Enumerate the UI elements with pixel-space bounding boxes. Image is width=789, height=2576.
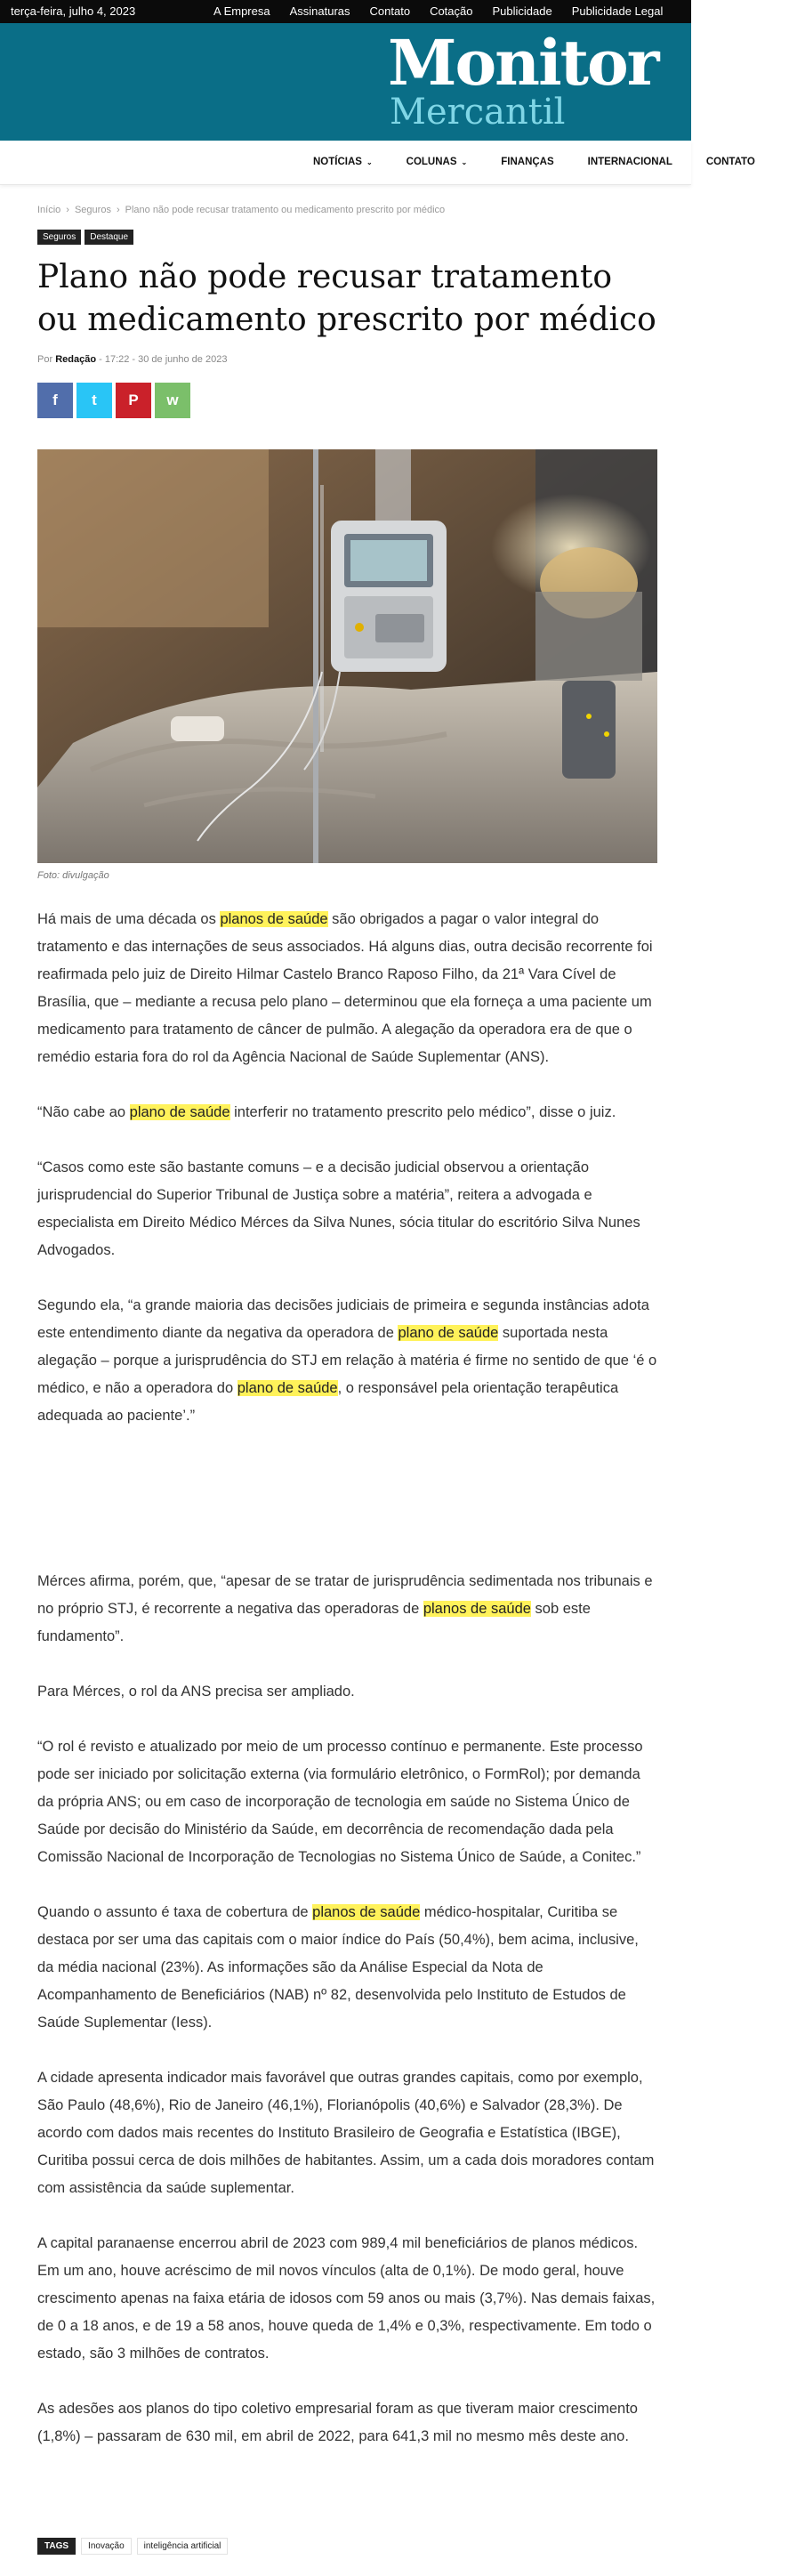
paragraph-text: , o responsável pela orientação terapêutica adequada ao paciente’.” <box>37 1380 619 1424</box>
site-logo-subtitle[interactable]: Mercantil <box>390 92 566 133</box>
paragraph-9: A cidade apresenta indicador mais favorável que outras grandes capitais, como por exemplo, São Paulo (48,6%), Rio de Janeiro (46,1%), Florianópolis (40,6%) e Salvador (28,3%). De acordo com dados mais recentes do Instituto Brasileiro de Geografia e Estatística (IBGE), Curitiba possui cerca de dois milhões de habitantes. Assim, um a cada dois moradores contam com assistência da saúde suplementar. <box>37 2070 655 2196</box>
byline-prefix: Por <box>37 354 53 365</box>
nav-item-colunas[interactable] <box>407 157 468 167</box>
paragraph-6: Para Mérces, o rol da ANS precisa ser ampliado. <box>37 1684 355 1700</box>
paragraph-7: “O rol é revisto e atualizado por meio de um processo contínuo e permanente. Este processo pode ser iniciado por solicitação externa (via formulário eletrônico, o FormRol); por demanda da própria ANS; ou em caso de incorporação de tecnologia em saúde no Sistema Único de Saúde por decisão do Ministério da Saúde, em decorrência de recomendação dada pela Comissão Nacional de Incorporação de Tecnologias no Sistema Único de Saúde, a Conitec.” <box>37 1739 643 1865</box>
twitter-share-button[interactable] <box>76 383 112 418</box>
breadcrumb-current: Plano não pode recusar tratamento ou medicamento prescrito por médico <box>125 205 446 215</box>
nav-item-label: NOTÍCIAS <box>313 157 362 167</box>
twitter-icon: t <box>92 392 97 408</box>
pinterest-share-button[interactable] <box>116 383 151 418</box>
paragraph-1 <box>37 906 657 1071</box>
paragraph-10: A capital paranaense encerrou abril de 2023 com 989,4 mil beneficiários de planos médicos. Em um ano, houve acréscimo de mil novos vínculos (alta de 0,1%). De modo geral, houve crescimento apenas na faixa etária de idosos com 59 anos ou mais (3,7%). Nas demais faixas, de 0 a 18 anos, e de 19 a 58 anos, houve queda de 1,4% e 0,3%, respectivamente. Em todo o estado, são 3 milhões de contratos. <box>37 2235 656 2362</box>
nav-item-label: FINANÇAS <box>501 157 554 167</box>
category-labels <box>37 230 133 245</box>
paragraph-text: sob este fundamento”. <box>37 1601 591 1644</box>
keyword-link[interactable]: planos de saúde <box>312 1904 421 1920</box>
paragraph-11: As adesões aos planos do tipo coletivo empresarial foram as que tiveram maior crescimento (1,8%) – passaram de 630 mil, em abril de 2022, para 641,3 mil no mesmo mês deste ano. <box>37 2401 638 2444</box>
paragraph-text: suportada nesta alegação – porque a jurisprudência do STJ em relação à matéria é firme no sentido de que ‘é o médico, e não a operadora do <box>37 1325 657 1396</box>
nav-item-label: INTERNACIONAL <box>587 157 672 167</box>
article-title: Plano não pode recusar tratamento ou medicamento prescrito por médico <box>37 259 656 338</box>
article-body <box>37 906 657 2478</box>
keyword-link[interactable]: plano de saúde <box>129 1104 230 1120</box>
breadcrumb <box>37 205 445 215</box>
paragraph-text: Mérces afirma, porém, que, “apesar de se tratar de jurisprudência sedimentada nos tribunais e no próprio STJ, é recorrente a negativa das operadoras de <box>37 1573 653 1617</box>
share-buttons <box>37 383 190 418</box>
paragraph-text: Há mais de uma década os <box>37 911 221 927</box>
breadcrumb-separator: › <box>116 205 120 215</box>
facebook-icon: f <box>52 392 58 408</box>
top-link-contato[interactable]: Contato <box>369 4 411 18</box>
hospital-photo-illustration <box>37 449 657 863</box>
paragraph-8 <box>37 1899 657 2037</box>
featured-image <box>37 449 657 863</box>
nav-item-label: CONTATO <box>705 157 755 167</box>
top-link-assinaturas[interactable]: Assinaturas <box>289 4 350 18</box>
paragraph-text: “Não cabe ao <box>37 1104 130 1120</box>
ad-spacer <box>37 1458 657 1568</box>
tags-label: TAGS <box>37 2538 76 2555</box>
category-seguros[interactable]: Seguros <box>37 230 81 245</box>
tag-inteligencia-artificial[interactable]: inteligência artificial <box>137 2538 229 2555</box>
top-link-empresa[interactable]: A Empresa <box>213 4 270 18</box>
keyword-link[interactable]: plano de saúde <box>237 1380 338 1396</box>
breadcrumb-separator: › <box>66 205 69 215</box>
author-name[interactable]: Redação <box>55 354 97 365</box>
paragraph-text: Quando o assunto é taxa de cobertura de <box>37 1904 313 1920</box>
paragraph-4 <box>37 1292 657 1430</box>
breadcrumb-home[interactable]: Início <box>37 205 61 215</box>
keyword-link[interactable]: plano de saúde <box>398 1325 499 1341</box>
paragraph-5 <box>37 1568 657 1651</box>
tag-list <box>37 2538 228 2555</box>
main-nav <box>0 141 755 185</box>
byline <box>37 354 227 365</box>
paragraph-text: Segundo ela, “a grande maioria das decisões judiciais de primeira e segunda instâncias adota este entendimento diante da negativa da operadora de <box>37 1297 649 1341</box>
publish-date: - 17:22 - 30 de junho de 2023 <box>99 354 228 365</box>
breadcrumb-category[interactable]: Seguros <box>74 205 111 215</box>
tag-inovacao[interactable]: Inovação <box>81 2538 132 2555</box>
nav-item-financas[interactable] <box>501 157 553 167</box>
paragraph-3: “Casos como este são bastante comuns – e a decisão judicial observou a orientação jurisprudencial do Superior Tribunal de Justiça sobre a matéria”, reitera a advogada e especialista em Direito Médico Mérces da Silva Nunes, sócia titular do escritório Silva Nunes Advogados. <box>37 1159 640 1258</box>
top-link-publicidade-legal[interactable]: Publicidade Legal <box>571 4 664 18</box>
site-logo[interactable]: Monitor <box>388 26 658 100</box>
paragraph-text: são obrigados a pagar o valor integral do tratamento e das internações de seus associados. Há alguns dias, outra decisão recorrente foi reafirmada pelo juiz de Direito Hilmar Castelo Branco Raposo Filho, da 21ª Vara Cível de Brasília, que – mediante a recusa pelo plano – determinou que ela forneça a uma paciente um medicamento para tratamento de câncer de pulmão. A alegação da operadora era de que o remédio estaria fora do rol da Agência Nacional de Saúde Suplementar (ANS). <box>37 911 653 1065</box>
facebook-share-button[interactable] <box>37 383 73 418</box>
paragraph-text: médico-hospitalar, Curitiba se destaca por ser uma das capitais com o maior índice do País (50,4%), bem acima, inclusive, da média nacional (23%). As informações são da Análise Especial da Nota de Acompanhamento de Beneficiários (NAB) nº 82, desenvolvida pelo Instituto de Estudos de Saúde Suplementar (Iess). <box>37 1904 639 2031</box>
top-links <box>213 4 682 18</box>
whatsapp-icon: w <box>166 392 179 408</box>
image-caption: Foto: divulgação <box>37 870 109 881</box>
keyword-link[interactable]: planos de saúde <box>423 1601 531 1617</box>
keyword-link[interactable]: planos de saúde <box>220 911 328 927</box>
top-bar <box>0 0 691 23</box>
current-date: terça-feira, julho 4, 2023 <box>11 4 136 18</box>
nav-item-label: COLUNAS <box>406 157 457 167</box>
whatsapp-share-button[interactable] <box>155 383 190 418</box>
nav-item-contato[interactable] <box>706 157 755 167</box>
top-link-cotacao[interactable]: Cotação <box>430 4 473 18</box>
paragraph-2 <box>37 1099 657 1126</box>
nav-item-noticias[interactable] <box>313 157 373 167</box>
chevron-down-icon: ⌄ <box>366 158 373 166</box>
pinterest-icon: P <box>128 392 139 408</box>
chevron-down-icon: ⌄ <box>461 158 468 166</box>
paragraph-text: interferir no tratamento prescrito pelo médico”, disse o juiz. <box>229 1104 616 1120</box>
nav-item-internacional[interactable] <box>588 157 672 167</box>
category-destaque[interactable]: Destaque <box>85 230 133 245</box>
top-link-publicidade[interactable]: Publicidade <box>492 4 552 18</box>
masthead <box>0 23 691 141</box>
